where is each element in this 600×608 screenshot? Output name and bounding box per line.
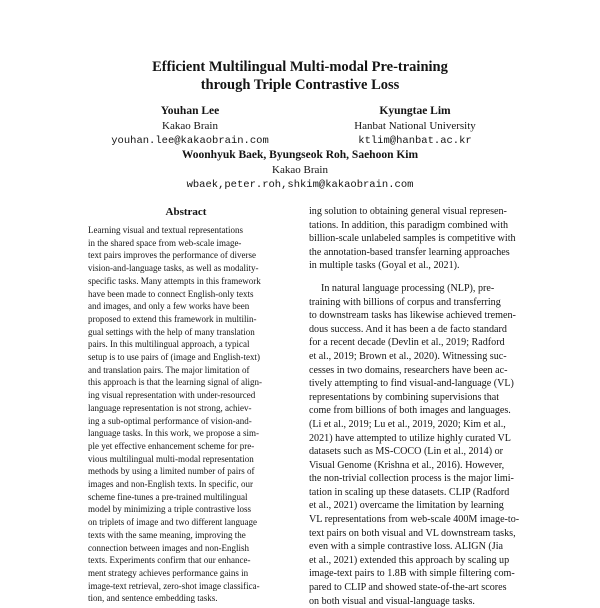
text-line: vision-and-language tasks, as well as modality- [88,263,259,274]
text-line: image-text pairs to 1.8B with simple filtering com- [309,568,515,580]
right-column [309,205,535,608]
text-line: vious multilingual multi-modal representation [88,453,254,464]
text-line: even with a simple contrastive loss. ALIGN (Jia [309,541,503,553]
text-line: Visual Genome (Krishna et al., 2016). However, [309,459,505,471]
paper-title [0,58,600,94]
abstract-heading: Abstract [165,206,207,218]
text-line: ment strategy achieves performance gains in [88,567,249,578]
text-line: model by minimizing a triple contrastive loss [88,504,251,515]
title-line: Efficient Multilingual Multi-modal Pre-training [152,59,448,75]
text-line: 2021) have attempted to utilize highly curated VL [309,432,511,444]
text-line: ing solution to obtaining general visual represen- [309,206,507,217]
body-paragraph [309,205,535,273]
text-line: and translation pairs. The major limitation of [88,364,250,375]
text-line: have been made to connect English-only texts [88,288,254,299]
text-line: ing visual representation with under-resourced [88,390,256,401]
author-name: Kyungtae Lim [379,105,451,117]
author-email: ktlim@hanbat.ac.kr [358,135,472,147]
text-line: (Li et al., 2019; Lu et al., 2019, 2020; Kim et al., [309,418,506,430]
text-line: on both visual and visual-language tasks. [309,595,475,607]
text-line: cesses in two domains, researchers have been ac- [309,364,508,376]
author-affiliation: Hanbat National University [354,120,476,132]
body-paragraph [309,282,535,608]
author-affiliation: Kakao Brain [162,120,218,132]
author-block [310,103,520,149]
text-line: in multiple tasks (Goyal et al., 2021). [309,260,460,272]
text-line: gual settings with the help of many translation [88,326,255,337]
text-line: tion, and sentence embedding tasks. [88,593,218,604]
text-line: ing a sub-optimal performance of vision-and- [88,415,252,426]
text-line: In natural language processing (NLP), pre- [321,282,495,294]
author-email: wbaek,peter.roh,shkim@kakaobrain.com [186,179,414,191]
text-line: the non-trivial collection process is the major limi- [309,473,514,485]
text-line: et al., 2019; Brown et al., 2020). Witnessing suc- [309,350,507,362]
text-line: methods by using a limited number of pairs of [88,466,255,477]
text-line: representations by combining supervisions that [309,391,500,403]
text-line: language tasks. In this work, we propose a sim- [88,428,259,439]
abstract-body [88,224,284,605]
text-line: et al., 2021) overcame the limitation by learning [309,500,504,512]
author-name: Woonhyuk Baek, Byungseok Roh, Saehoon Kim [181,149,419,161]
author-affiliation: Kakao Brain [272,164,328,176]
text-line: connection between images and non-English [88,542,249,553]
text-line: scheme fine-tunes a pre-trained multilingual [88,491,248,502]
text-line: tively attempting to find visual-and-language (VL) [309,378,514,390]
text-line: in the shared space from web-scale image- [88,237,242,248]
text-line: ple yet effective enhancement scheme for pre- [88,440,255,451]
text-line: on triplets of image and two different language [88,517,258,528]
text-line: come from billions of both images and languages. [309,405,511,417]
title-line: through Triple Contrastive Loss [200,77,400,93]
text-line: et al., 2021) extended this approach by scaling up [309,554,510,566]
text-line: setup is to use pairs of (image and English-text) [88,352,260,363]
author-name: Youhan Lee [160,105,220,117]
author-email: youhan.lee@kakaobrain.com [111,135,269,147]
text-line: Learning visual and textual representations [88,225,243,235]
text-line: pared to CLIP and showed state-of-the-art scores [309,582,507,594]
text-line: texts. Experiments confirm that our enhance- [88,555,251,566]
text-line: text pairs improves the performance of diverse [88,250,256,261]
text-line: language representation is not strong, achiev- [88,402,252,413]
text-line: proposed to extend this framework in multilin- [88,313,257,324]
author-block [100,103,280,149]
text-line: training with billions of corpus and transferring [309,296,501,308]
text-line: and images, and only a few works have been [88,301,250,312]
text-line: tations. In addition, this paradigm combined with [309,219,509,231]
text-line: images and non-English texts. In specific, our [88,479,253,490]
text-line: image-text retrieval, zero-shot image classifica- [88,580,260,591]
text-line: tation in scaling up these datasets. CLIP (Radford [309,486,510,498]
text-line: billion-scale unlabeled samples is competitive with [309,233,516,245]
text-line: VL representations from web-scale 400M image-to- [309,514,520,526]
author-block [100,147,500,193]
text-line: to downstream tasks has likewise achieved tremen- [309,310,516,322]
text-line: the annotation-based transfer learning approaches [309,246,510,258]
text-line: text pairs on both visual and VL downstream tasks, [309,527,516,539]
text-line: specific tasks. Many attempts in this framework [88,275,261,286]
text-line: dous success. And it has been a de facto standard [309,323,507,335]
text-line: texts with the same meaning, improving the [88,529,246,540]
text-line: datasets such as MS-COCO (Lin et al., 2014) or [309,446,503,458]
text-line: this approach is that the learning signal of align- [88,377,262,388]
text-line: for a recent decade (Devlin et al., 2019; Radford [309,337,505,349]
text-line: pairs. In this multilingual approach, a typical [88,339,250,350]
